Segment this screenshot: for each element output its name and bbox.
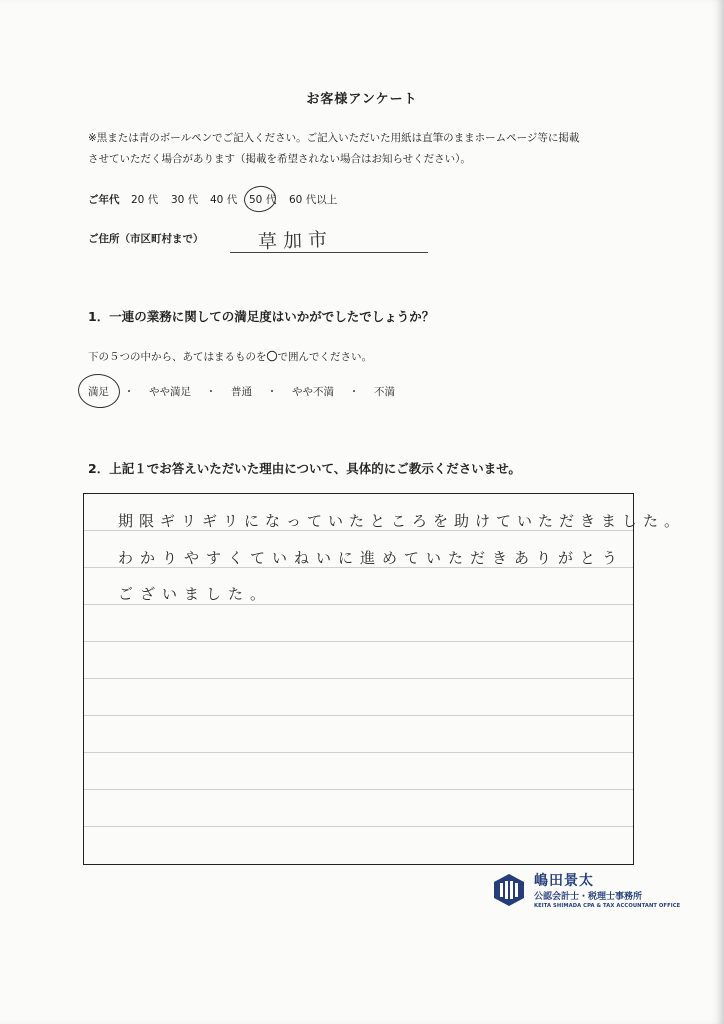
- notice-text: [88, 128, 678, 170]
- notice-line-2: させていただく場合があります（掲載を希望されない場合はお知らせください）。: [88, 153, 471, 165]
- ruled-line: [84, 604, 633, 605]
- ruled-line: [84, 752, 633, 753]
- circle-mark-symbol: 〇: [266, 350, 278, 363]
- age-option-30[interactable]: 30 代: [171, 194, 199, 206]
- age-selection-circle: [242, 184, 277, 214]
- ruled-line: [84, 789, 633, 790]
- question-2-title: 2．上記１でお答えいただいた理由について、具体的にご教示くださいませ。: [88, 461, 521, 476]
- age-option-60-plus[interactable]: 60 代以上: [289, 194, 338, 206]
- answer-line-2: わかりやすくていねいに進めていただきありがとう: [118, 549, 625, 567]
- ruled-line: [84, 715, 633, 716]
- age-option-50[interactable]: 50 代: [249, 194, 277, 206]
- ruled-line: [84, 678, 633, 679]
- answer-line-1: 期限ギリギリになっていたところを助けていただきました。: [118, 512, 686, 530]
- office-subtitle: 公認会計士・税理士事務所: [534, 892, 643, 902]
- address-label: ご住所（市区町村まで）: [88, 233, 204, 245]
- choice-satisfied[interactable]: 満足: [88, 386, 109, 398]
- ruled-line: [84, 641, 633, 642]
- question-1-title: 1．一連の業務に関しての満足度はいかがでしたでしょうか？: [88, 309, 435, 324]
- office-name: 嶋田景太: [534, 873, 594, 889]
- page-title: お客様アンケート: [306, 92, 418, 107]
- question-1-instruction: [88, 348, 372, 364]
- choice-separator: ・: [348, 386, 360, 398]
- age-option-40[interactable]: 40 代: [210, 194, 238, 206]
- choice-neutral[interactable]: 普通: [231, 386, 252, 398]
- choice-separator: ・: [205, 386, 217, 398]
- choice-dissatisfied[interactable]: 不満: [374, 386, 395, 398]
- office-english-name: KEITA SHIMADA CPA & TAX ACCOUNTANT OFFICE: [534, 903, 681, 909]
- address-underline: [230, 252, 428, 253]
- choice-separator: ・: [123, 386, 135, 398]
- address-handwritten-value[interactable]: 草加市: [257, 228, 334, 254]
- instruction-text-after: で囲んでください。: [277, 351, 372, 363]
- ruled-line: [84, 826, 633, 827]
- satisfaction-choices: [88, 384, 395, 399]
- age-option-20[interactable]: 20 代: [131, 194, 159, 206]
- age-label: ご年代: [88, 194, 120, 206]
- choice-selection-circle: [76, 372, 121, 410]
- choice-somewhat-satisfied[interactable]: やや満足: [149, 386, 191, 398]
- instruction-text-before: 下の５つの中から、あてはまるものを: [88, 351, 267, 363]
- choice-somewhat-dissatisfied[interactable]: やや不満: [292, 386, 334, 398]
- choice-separator: ・: [266, 386, 278, 398]
- answer-line-3: ございました。: [118, 585, 273, 603]
- office-logo-icon: [492, 873, 526, 907]
- notice-line-1: ※黒または青のボールペンでご記入ください。ご記入いただいた用紙は直筆のままホームページ等に掲載: [88, 132, 580, 144]
